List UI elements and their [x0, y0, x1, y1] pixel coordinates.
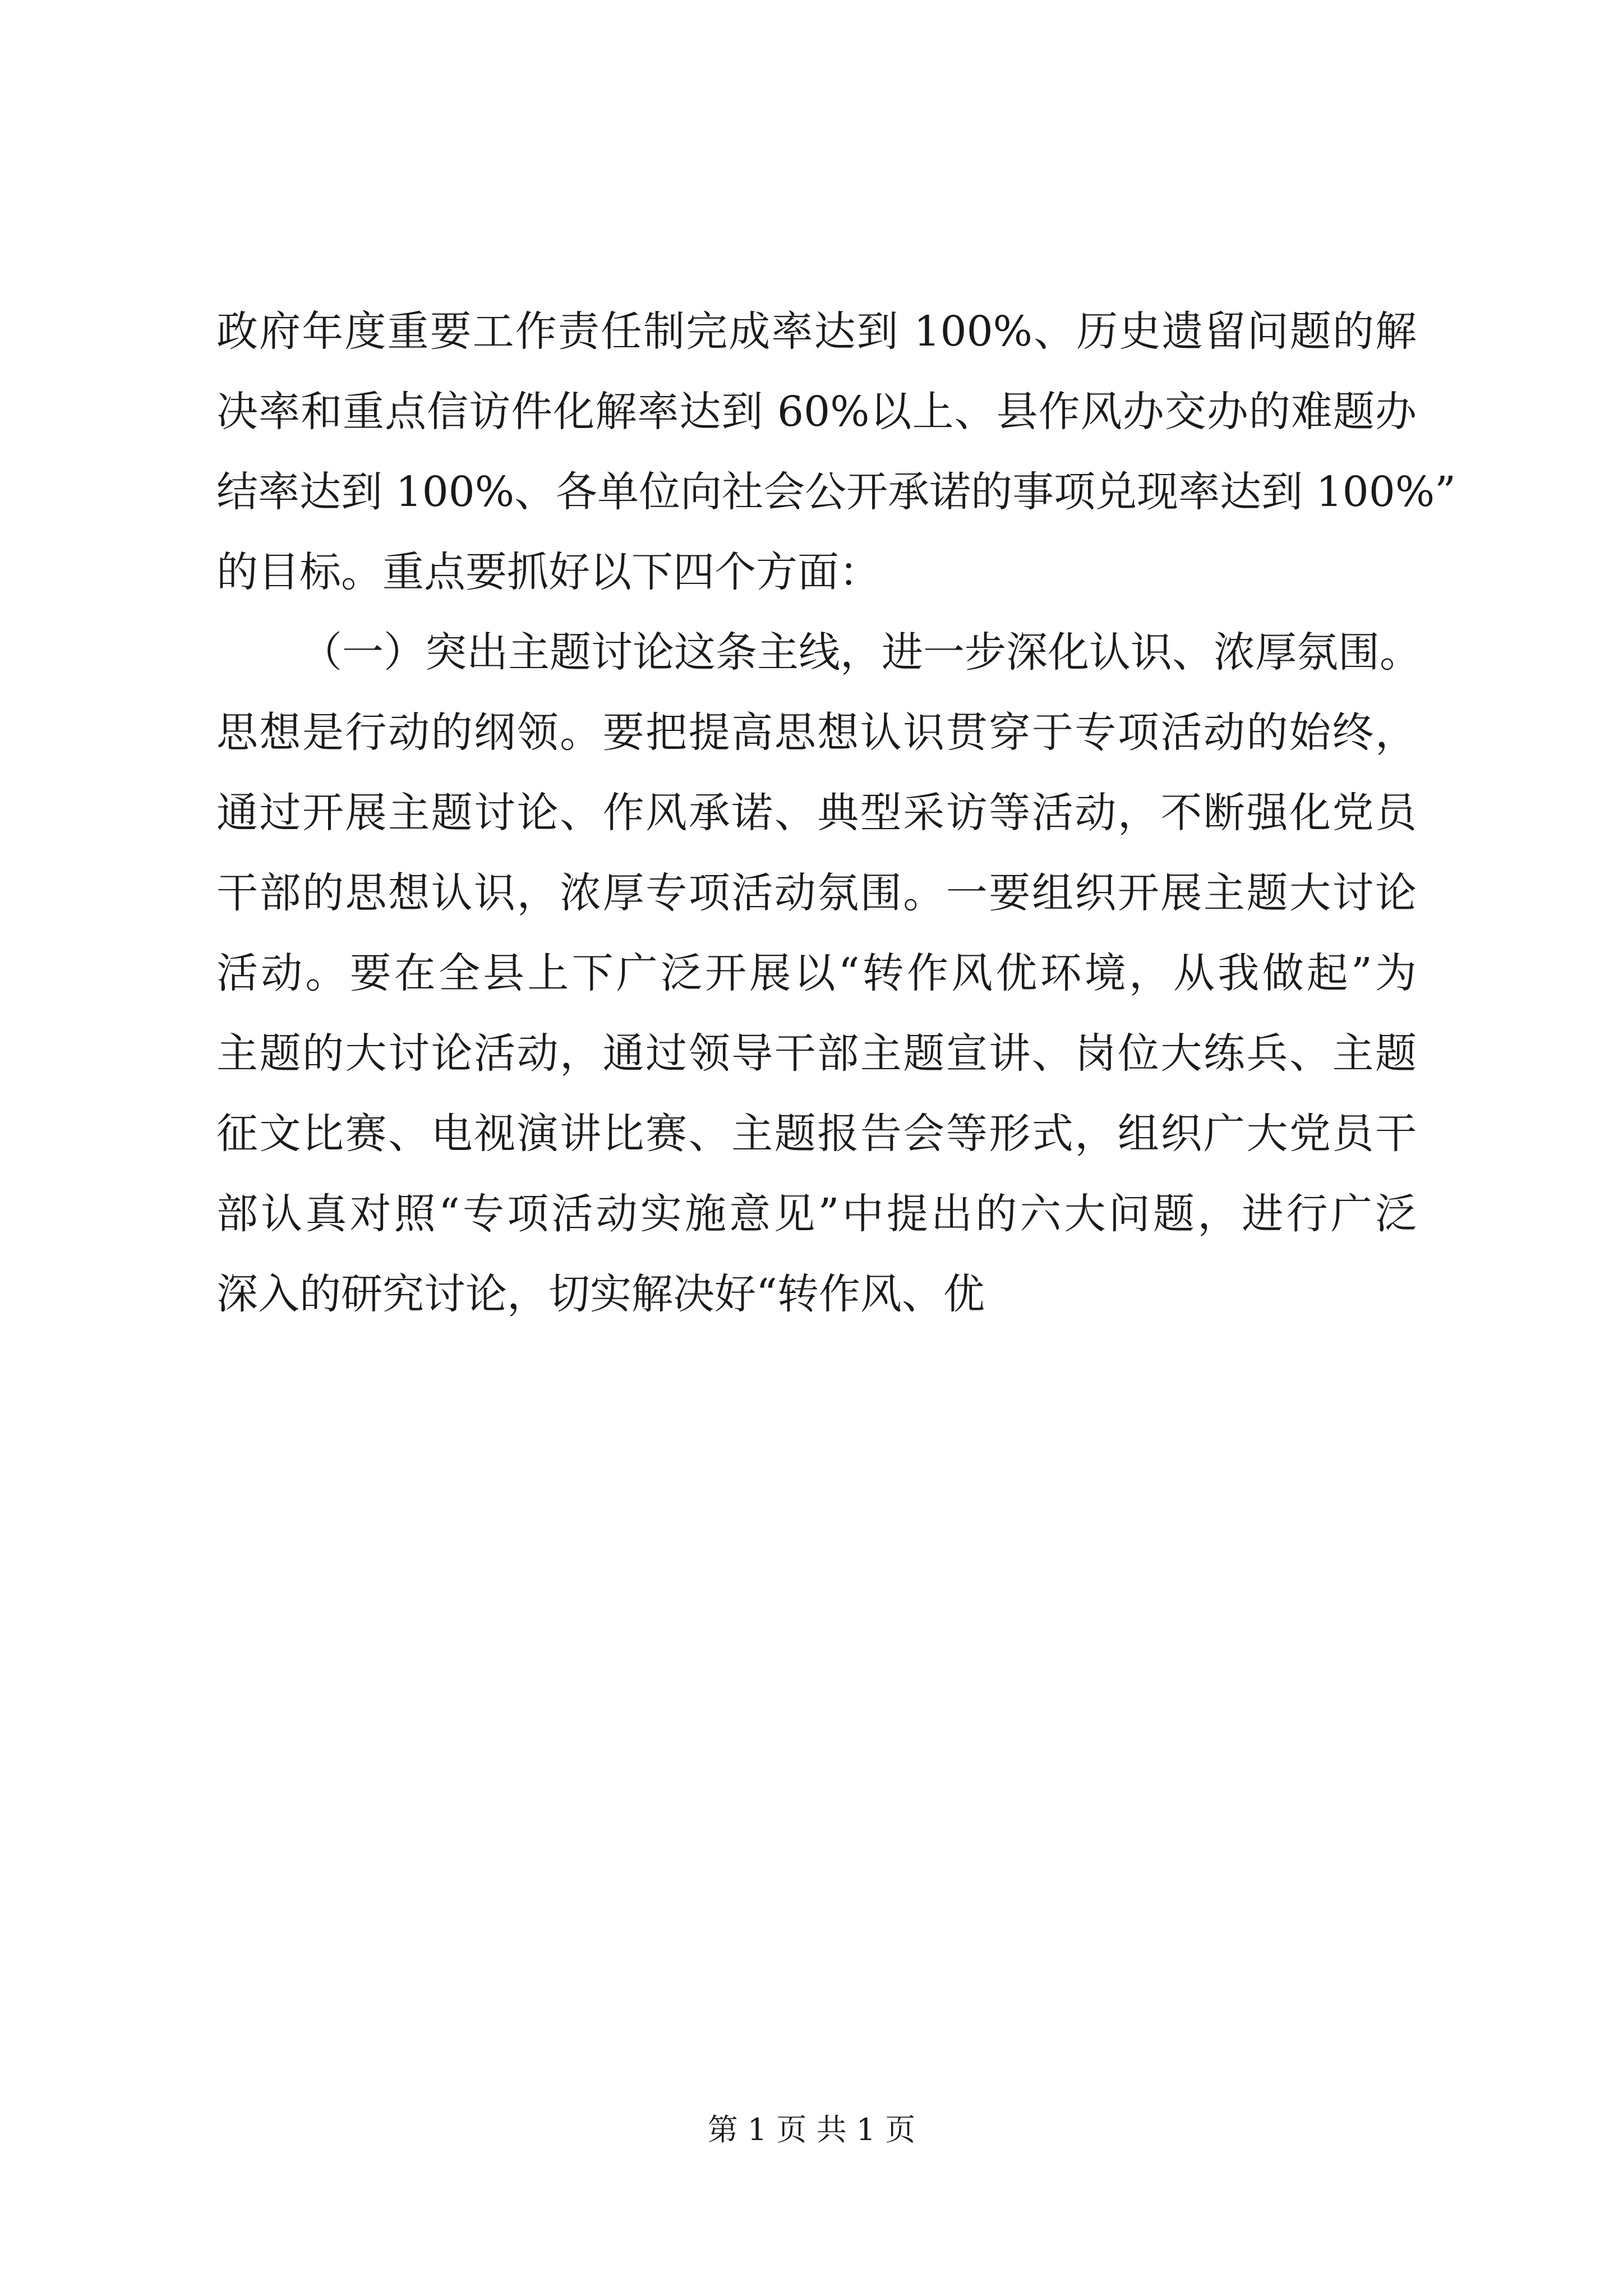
text-line: 主题的大讨论活动，通过领导干部主题宣讲、岗位大练兵、主题 — [216, 1029, 1417, 1078]
text-line: 结率达到 100%、各单位向社会公开承诺的事项兑现率达到 100%” — [216, 468, 1456, 516]
page-footer: 第 1 页 共 1 页 — [707, 2112, 916, 2147]
text-line: 部认真对照“专项活动实施意见”中提出的六大问题，进行广泛 — [216, 1190, 1417, 1238]
text-line: 活动。要在全县上下广泛开展以“转作风优环境，从我做起”为 — [216, 949, 1417, 997]
text-line: 通过开展主题讨论、作风承诺、典型采访等活动，不断强化党员 — [216, 789, 1417, 837]
body-text — [216, 292, 1456, 1335]
text-line: 征文比赛、电视演讲比赛、主题报告会等形式，组织广大党员干 — [216, 1110, 1417, 1158]
section-heading-line: （一）突出主题讨论这条主线，进一步深化认识、浓厚氛围。 — [301, 628, 1421, 677]
text-line: 深入的研究讨论，切实解决好“转作风、优 — [216, 1270, 985, 1318]
text-line: 思想是行动的纲领。要把提高思想认识贯穿于专项活动的始终， — [216, 708, 1417, 757]
text-line: 的目标。重点要抓好以下四个方面： — [216, 548, 880, 596]
text-line: 干部的思想认识，浓厚专项活动氛围。一要组织开展主题大讨论 — [216, 869, 1417, 917]
text-line: 政府年度重要工作责任制完成率达到 100%、历史遗留问题的解 — [216, 307, 1417, 356]
text-line: 决率和重点信访件化解率达到 60%以上、县作风办交办的难题办 — [216, 388, 1417, 436]
